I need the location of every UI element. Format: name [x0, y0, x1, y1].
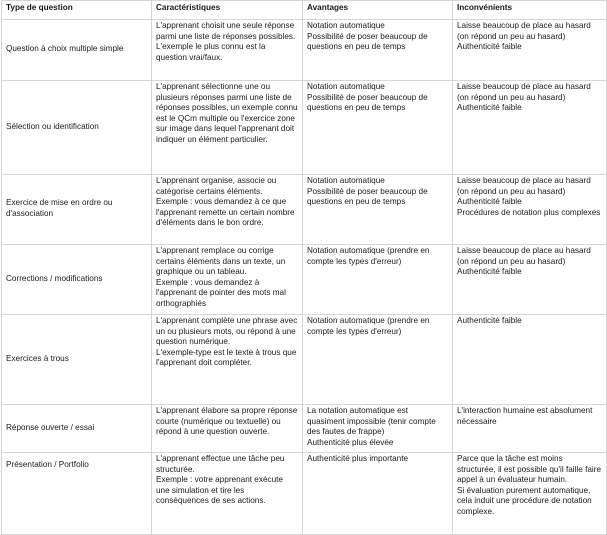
- inconvenient-text: Laisse beaucoup de place au hasard (on répond un peu au hasard): [457, 21, 591, 41]
- cell-question-type: [2, 175, 152, 245]
- cell-question-type: [2, 405, 152, 453]
- table-row: [2, 20, 607, 81]
- table-row: [2, 315, 607, 405]
- avantage-text: Possibilité de poser beaucoup de questions en peu de temps: [307, 92, 428, 113]
- cell-caracteristiques: [152, 20, 303, 81]
- cell-inconvenients: [453, 453, 607, 535]
- cell-caracteristiques: [152, 175, 303, 245]
- cell-caracteristiques: [152, 453, 303, 535]
- cell-inconvenients: [453, 175, 607, 245]
- cell-question-type: [2, 20, 152, 81]
- caracteristique-text: L'apprenant élabore sa propre réponse courte (numérique ou textuelle) ou répond à une question ouverte.: [156, 406, 298, 437]
- inconvenient-text: Authenticité faible: [457, 42, 522, 52]
- question-type-label: Corrections / modifications: [6, 273, 103, 283]
- avantage-text: Authenticité plus importante: [307, 454, 409, 463]
- cell-question-type: [2, 453, 152, 535]
- cell-inconvenients: [453, 405, 607, 453]
- avantage-text: Notation automatique: [307, 176, 385, 185]
- inconvenient-text: Parce que la tâche est moins structurée, il est possible qu'il faille faire appel à un évaluateur humain.: [457, 454, 602, 485]
- cell-avantages: [303, 81, 453, 175]
- inconvenient-text: Procédures de notation plus complexes: [457, 207, 601, 217]
- cell-avantages: [303, 175, 453, 245]
- cell-inconvenients: [453, 315, 607, 405]
- avantage-text: Notation automatique (prendre en compte les types d'erreur): [307, 316, 430, 336]
- table-row: [2, 81, 607, 175]
- header-caracteristiques: Caractéristiques: [152, 1, 303, 20]
- inconvenient-text: Laisse beaucoup de place au hasard (on répond un peu au hasard): [457, 246, 591, 266]
- avantage-text: Notation automatique: [307, 82, 385, 91]
- cell-question-type: [2, 315, 152, 405]
- cell-avantages: [303, 405, 453, 453]
- header-type-de-question: Type de question: [2, 1, 152, 20]
- question-type-label: Question à choix multiple simple: [6, 44, 124, 54]
- question-type-label: Réponse ouverte / essai: [6, 422, 95, 432]
- caracteristique-text: Exemple : vous demandez à ce que l'apprenant remette un certain nombre d'éléments dans le bon ordre.: [156, 197, 295, 228]
- cell-caracteristiques: [152, 245, 303, 315]
- inconvenient-text: Authenticité faible: [457, 103, 522, 113]
- cell-avantages: [303, 20, 453, 81]
- cell-inconvenients: [453, 81, 607, 175]
- cell-caracteristiques: [152, 81, 303, 175]
- inconvenient-text: L'interaction humaine est absolument nécessaire: [457, 406, 593, 426]
- cell-avantages: [303, 315, 453, 405]
- cell-question-type: [2, 81, 152, 175]
- inconvenient-text: Authenticité faible: [457, 267, 522, 277]
- avantage-text: La notation automatique est quasiment impossible (tenir compte des fautes de frappe): [307, 406, 436, 437]
- avantage-text: Notation automatique: [307, 21, 385, 30]
- cell-caracteristiques: [152, 315, 303, 405]
- caracteristique-text: L'apprenant remplace ou corrige certains éléments dans un texte, un graphique ou un tableau.: [156, 246, 286, 277]
- caracteristique-text: L'exemple-type est le texte à trous que l'apprenant doit compléter.: [156, 347, 297, 368]
- question-type-label: Sélection ou identification: [6, 121, 99, 131]
- inconvenient-text: Authenticité faible: [457, 197, 522, 207]
- question-type-label: Exercices à trous: [6, 353, 69, 363]
- caracteristique-text: L'apprenant effectue une tâche peu structurée.: [156, 454, 285, 474]
- cell-avantages: [303, 453, 453, 535]
- table-row: [2, 453, 607, 535]
- caracteristique-text: L'apprenant complète une phrase avec un ou plusieurs mots, ou répond à une question numérique.: [156, 316, 298, 347]
- question-types-table: [1, 0, 607, 535]
- inconvenient-text: Si évaluation purement automatique, cela induit une procédure de notation complexe.: [457, 485, 592, 516]
- table-row: [2, 175, 607, 245]
- caracteristique-text: Exemple : vous demandez à l'apprenant de pointer des mots mal orthographiés: [156, 277, 286, 308]
- avantage-text: Possibilité de poser beaucoup de questions en peu de temps: [307, 31, 428, 52]
- table-row: [2, 245, 607, 315]
- cell-caracteristiques: [152, 405, 303, 453]
- table-header-row: [2, 1, 607, 20]
- question-type-label: Exercice de mise en ordre ou d'association: [6, 198, 113, 218]
- question-type-label: Présentation / Portfolio: [6, 460, 89, 469]
- caracteristique-text: Exemple : votre apprenant exécute une simulation et tire les conséquences de ses actions.: [156, 475, 283, 506]
- cell-inconvenients: [453, 20, 607, 81]
- caracteristique-text: L'apprenant sélectionne une ou plusieurs réponses parmi une liste de réponses possibles, un exemple connu est le QCm multiple ou l'exercice zone sur image dans lequel l'apprenant doit indiquer un élément particulier.: [156, 82, 298, 144]
- header-avantages: Avantages: [303, 1, 453, 20]
- caracteristique-text: L'apprenant organise, associe ou catégorise certains éléments.: [156, 176, 277, 196]
- caracteristique-text: L'apprenant choisit une seule réponse parmi une liste de réponses possibles. L'exemple le plus connu est la question vrai/faux.: [156, 21, 296, 62]
- avantage-text: Authenticité plus élevée: [307, 437, 394, 447]
- inconvenient-text: Laisse beaucoup de place au hasard (on répond un peu au hasard): [457, 82, 591, 102]
- inconvenient-text: Authenticité faible: [457, 316, 522, 325]
- inconvenient-text: Laisse beaucoup de place au hasard (on répond un peu au hasard): [457, 176, 591, 196]
- cell-inconvenients: [453, 245, 607, 315]
- cell-avantages: [303, 245, 453, 315]
- avantage-text: Possibilité de poser beaucoup de questions en peu de temps: [307, 186, 428, 207]
- table-row: [2, 405, 607, 453]
- cell-question-type: [2, 245, 152, 315]
- header-inconvenients: Inconvénients: [453, 1, 607, 20]
- avantage-text: Notation automatique (prendre en compte les types d'erreur): [307, 246, 430, 266]
